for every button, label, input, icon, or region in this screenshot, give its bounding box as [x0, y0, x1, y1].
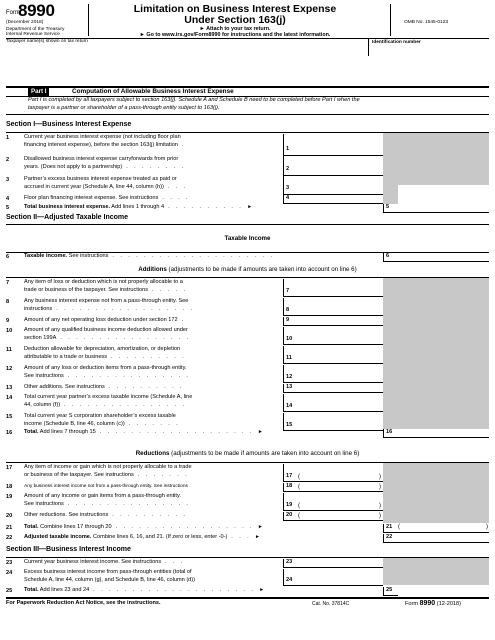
line-number: 5 [6, 205, 10, 211]
line-15-label: Total current year S corporation shareholder’s excess taxable income (Schedule B, line 46, column (c)) . . . . . . . [24, 413, 181, 427]
line-10-label: Amount of any qualified business income deduction allowed under section 199A . . . . . . . . . . . . . . . . . [24, 327, 191, 341]
line-16-box-label: 16 [383, 429, 398, 438]
line-number: 21 [6, 525, 13, 531]
part1-intro-line2: taxpayer is a partner or shareholder of a pass-through entity subject to 163(j). [28, 105, 220, 111]
line-19-label: Amount of any income or gain items from a pass-through entity. See instructions . . . . . . . . . . . . . . . . [24, 493, 191, 507]
line-number: 6 [6, 254, 10, 260]
line-number: 20 [6, 513, 13, 519]
line-11-amount[interactable] [298, 346, 383, 364]
negative-paren-open: ( [398, 524, 400, 530]
line-8-amount[interactable] [298, 298, 383, 316]
shaded-column [383, 558, 489, 585]
line-10-box-label: 10 [283, 327, 298, 345]
line-25-label: Total. Add lines 23 and 24 . . . . . . . . . . . . . . . . . . . . . ► [24, 587, 265, 593]
negative-paren-open: ( [298, 474, 300, 480]
line-number: 13 [6, 385, 13, 391]
line-number: 25 [6, 588, 13, 594]
line-number: 17 [6, 465, 13, 471]
line-number: 16 [6, 430, 13, 436]
intro-rule [6, 114, 489, 115]
line-18-box-label: 18 [283, 483, 298, 492]
line-13-label: Other additions. See instructions . . . . . . . . . . [24, 384, 184, 390]
line-2-amount[interactable] [298, 156, 383, 176]
form-date: (December 2018) [6, 20, 44, 25]
line-4-amount[interactable] [298, 195, 383, 204]
line-5-box-label: 5 [383, 204, 398, 213]
line-3-amount[interactable] [298, 176, 383, 195]
line-21-amount[interactable] [398, 524, 489, 533]
line-3-label: Partner’s excess business interest expense treated as paid or accrued in current year (Schedule A, line 44, column (h)) . . . [24, 176, 188, 190]
line-number: 12 [6, 366, 13, 372]
negative-paren-open: ( [298, 503, 300, 509]
line-2-label: Disallowed business interest expense carryforwards from prior years. (Does not apply to a partnership) . . . . . . . . [24, 156, 186, 170]
agency-name: Department of the Treasury [6, 27, 65, 32]
line-9-amount[interactable] [298, 317, 383, 326]
line-1-box-label: 1 [283, 134, 298, 156]
website-instruction: ► Go to www.irs.gov/Form8990 for instructions and the latest information. [139, 32, 331, 38]
line-22-amount[interactable] [398, 534, 489, 543]
line-19-box-label: 19 [283, 493, 298, 511]
line-number: 7 [6, 280, 10, 286]
section1-title: Section I—Business Interest Expense [6, 121, 132, 128]
line-16-amount[interactable] [398, 429, 489, 438]
line-number: 18 [6, 484, 13, 490]
shaded-column [398, 133, 489, 185]
line-10-amount[interactable] [298, 327, 383, 345]
line-23-box-label: 23 [283, 559, 298, 568]
line-22-label: Adjusted taxable income. Combine lines 6, 16, and 21. (If zero or less, enter -0-) . . . ► [24, 534, 260, 540]
line-number: 4 [6, 196, 10, 202]
line-7-box-label: 7 [283, 279, 298, 297]
line-number: 3 [6, 177, 10, 183]
line-18-label: Any business interest income not from a pass-through entity. See instructions [24, 484, 188, 489]
line-9-label: Amount of any net operating loss deduction under section 172 . [24, 317, 186, 323]
line-7-amount[interactable] [298, 279, 383, 297]
additions-heading: Additions (adjustments to be made if amounts are taken into account on line 6) [138, 266, 357, 273]
line-number: 9 [6, 318, 10, 324]
line-15-box-label: 15 [283, 413, 298, 431]
shaded-column [383, 278, 489, 429]
line-25-amount[interactable] [398, 587, 489, 596]
line-14-box-label: 14 [283, 394, 298, 412]
line-number: 19 [6, 494, 13, 500]
line-24-box-label: 24 [283, 569, 298, 586]
paperwork-notice: For Paperwork Reduction Act Notice, see the instructions. [6, 600, 161, 606]
line-17-amount[interactable] [298, 464, 383, 482]
line-21-label: Total. Combine lines 17 through 20 . . . . . . . . . . . . . . . . . . ► [24, 524, 263, 530]
reductions-heading: Reductions (adjustments to be made if amounts are taken into account on line 6) [135, 450, 360, 457]
form-label: Form [6, 10, 20, 16]
section3-title: Section III—Business Interest Income [6, 546, 131, 553]
line-20-box-label: 20 [283, 512, 298, 521]
form-title-line2: Under Section 163(j) [184, 14, 286, 26]
part1-intro-line1: Part I is completed by all taxpayers subject to section 163(j). Schedule A and Schedule B need to be completed before Part I when the [28, 97, 360, 103]
negative-paren-close: ) [486, 524, 488, 530]
line-13-box-label: 13 [283, 384, 298, 393]
negative-paren-open: ( [298, 484, 300, 490]
line-20-amount[interactable] [298, 512, 383, 521]
line-1-amount[interactable] [298, 134, 383, 156]
form-number: 8990 [18, 1, 55, 20]
shaded-column [383, 463, 489, 523]
line-number: 8 [6, 299, 10, 305]
line-16-label: Total. Add lines 7 through 15 . . . . . . . . . . . . . . . . . . . . ► [24, 429, 263, 435]
header-divider-right [390, 4, 391, 36]
shaded-column [383, 133, 398, 185]
taxpayer-name-field[interactable] [6, 45, 366, 55]
line-25-box-label: 25 [383, 587, 398, 596]
line-17-label: Any item of income or gain which is not properly allocable to a trade or business of the taxpayer. See instructions . . . . . . . [24, 464, 192, 478]
line-8-box-label: 8 [283, 298, 298, 316]
line-23-amount[interactable] [298, 559, 383, 568]
footer-form-id: Form 8990 (12-2018) [405, 600, 462, 607]
line-number: 2 [6, 157, 10, 163]
identification-number-field[interactable] [372, 46, 487, 55]
identification-number-label: Identification number [372, 40, 421, 45]
form-title [95, 4, 375, 26]
part1-title: Computation of Allowable Business Interest Expense [72, 88, 234, 95]
taxable-income-heading: Taxable Income [224, 235, 271, 242]
line-17-box-label: 17 [283, 464, 298, 482]
taxpayer-name-label: Taxpayer name(s) shown on tax return [6, 39, 88, 44]
line-4-box-label: 4 [283, 195, 298, 204]
negative-paren-close: ) [379, 513, 381, 519]
line-21-box-label: 21 [383, 524, 398, 533]
line-number: 10 [6, 328, 13, 334]
line-6-label: Taxable income. See instructions . . . . . . . . . . . . . . . . . . . . . [24, 253, 275, 259]
id-divider [368, 38, 369, 56]
line-number: 15 [6, 414, 13, 420]
line-number: 1 [6, 135, 10, 141]
line-20-label: Other reductions. See instructions . . . . . . . . . . [24, 512, 188, 518]
form-title-line1: Limitation on Business Interest Expense [133, 3, 337, 15]
negative-paren-open: ( [298, 513, 300, 519]
line-5-amount[interactable] [398, 204, 489, 213]
line-23-label: Current year business interest income. See instructions . . . [24, 559, 185, 565]
line-12-label: Amount of any loss or deduction items from a pass-through entity. See instructions . . . . . . . . . . . . . . . . [24, 365, 191, 379]
line-number: 11 [6, 347, 12, 353]
line-12-box-label: 12 [283, 365, 298, 383]
line-number: 22 [6, 535, 13, 541]
line-24-amount[interactable] [298, 569, 383, 586]
section2-title: Section II—Adjusted Taxable Income [6, 214, 129, 221]
line-number: 14 [6, 395, 13, 401]
service-name: Internal Revenue Service [6, 32, 60, 37]
line-11-box-label: 11 [283, 346, 298, 364]
line-12-amount[interactable] [298, 365, 383, 383]
line-14-label: Total current year partner’s excess taxable income (Schedule A, line 44, column (f)) . . . . . . . . . . . . . . . . [24, 394, 193, 408]
omb-number: OMB No. 1545-0123 [404, 20, 448, 25]
line-11-label: Deduction allowable for depreciation, amortization, or depletion attributable to a trade or business . . . . . . . . . . [24, 346, 187, 360]
header-divider-left [88, 4, 89, 36]
line-13-amount[interactable] [298, 384, 383, 393]
line-4-label: Floor plan financing interest expense. See instructions . . . . [24, 195, 190, 201]
negative-paren-close: ) [379, 484, 381, 490]
line-6-box-label: 6 [383, 253, 398, 262]
line-19-amount[interactable] [298, 493, 383, 511]
line-9-box-label: 9 [283, 317, 298, 326]
negative-paren-close: ) [379, 474, 381, 480]
line-2-box-label: 2 [283, 156, 298, 176]
line-6-amount[interactable] [398, 253, 489, 262]
line-number: 24 [6, 570, 13, 576]
line-7-label: Any item of loss or deduction which is not properly allocable to a trade or business of the taxpayer. See instructions . . . . . [24, 279, 188, 293]
line-1-label: Current year business interest expense (not including floor plan financing interest expense), before the section 163(j) limitation . [24, 134, 186, 148]
line-number: 23 [6, 560, 13, 566]
line-24-label: Excess business interest income from pass-through entities (total of Schedule A, line 44, column (g), and Schedule B, line 46, column (d)) [24, 569, 196, 583]
line-5-label: Total business interest expense. Add lines 1 through 4 . . . . . . . . . . ► [24, 204, 253, 210]
line-3-box-label: 3 [283, 176, 298, 195]
line-14-amount[interactable] [298, 394, 383, 412]
line-8-label: Any business interest expense not from a pass-through entity. See instructions . . . . . . . . . . . . . . . . . . [24, 298, 195, 312]
line-18-amount[interactable] [298, 483, 383, 492]
section2-rule [6, 224, 489, 225]
footer-rule [6, 597, 489, 599]
negative-paren-close: ) [379, 503, 381, 509]
part1-tag: Part I [28, 87, 49, 96]
catalog-number: Cat. No. 37814C [312, 601, 350, 607]
line-22-box-label: 22 [383, 534, 398, 543]
attach-instruction: ► Attach to your tax return. [199, 26, 271, 32]
shaded-column [383, 185, 398, 204]
